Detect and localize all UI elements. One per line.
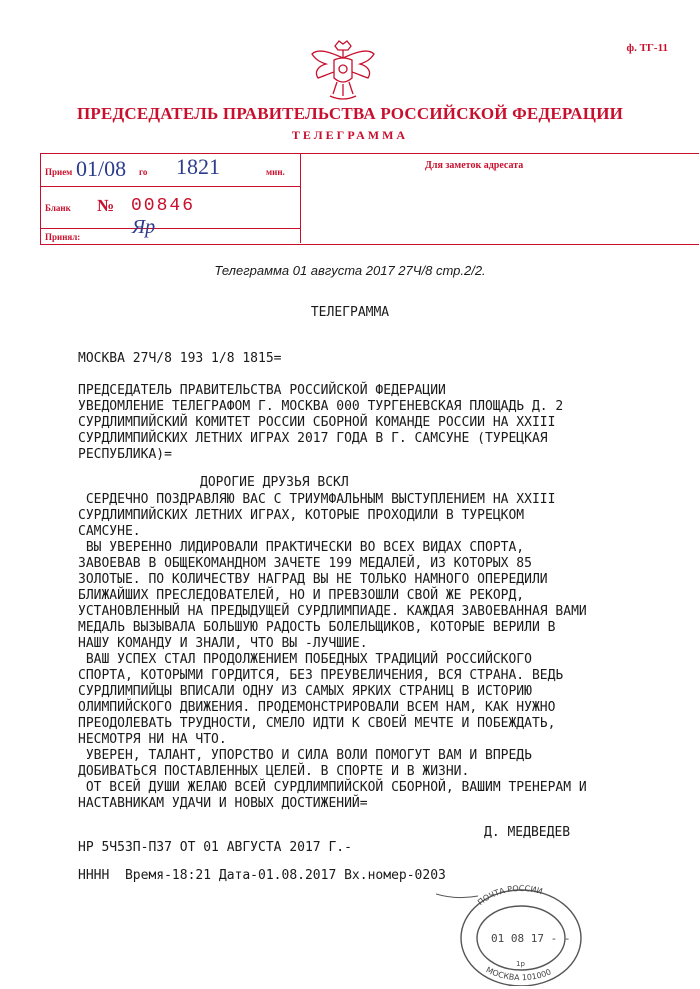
body-line: СПОРТА, КОТОРЫМИ ГОРДИТСЯ, БЕЗ ПРЕУВЕЛИЧЕНИЯ, ВСЯ СТРАНА. ВЕДЬ	[78, 668, 564, 683]
accepted-label: Принял:	[45, 232, 81, 242]
body-line: НАСТАВНИКАМ УДАЧИ И НОВЫХ ДОСТИЖЕНИЙ=	[78, 796, 368, 811]
body-line: ОТ ВСЕЙ ДУШИ ЖЕЛАЮ ВСЕЙ СУРДЛИМПИЙСКОЙ СБОРНОЙ, ВАШИМ ТРЕНЕРАМ И	[78, 780, 587, 795]
received-handwriting: 01/08	[76, 156, 127, 181]
address-block	[78, 383, 563, 463]
form-code: ф. ТГ-11	[626, 42, 668, 54]
address-line: СУРДЛИМПИЙСКИХ ЛЕТНИХ ИГРАХ 2017 ГОДА В Г. САМСУНЕ (ТУРЕЦКАЯ	[78, 431, 548, 446]
form-line	[40, 228, 300, 229]
body-line: БЛИЖАЙШИХ ПРЕСЛЕДОВАТЕЛЕЙ, НО И ПРЕВЗОШЛИ СВОЙ ЖЕ РЕКОРД,	[78, 588, 525, 603]
address-line: ПРЕДСЕДАТЕЛЬ ПРАВИТЕЛЬСТВА РОССИЙСКОЙ ФЕДЕРАЦИИ	[78, 383, 446, 398]
blank-label: Бланк	[45, 203, 71, 213]
body-line: НАШУ КОМАНДУ И ЗНАЛИ, ЧТО ВЫ -ЛУЧШИЕ.	[78, 636, 368, 651]
reference-number: НР 5Ч53П-П37 ОТ 01 АВГУСТА 2017 Г.-	[78, 840, 352, 855]
body-line: ОЛИМПИЙСКОГО ДВИЖЕНИЯ. ПРОДЕМОНСТРИРОВАЛИ ВСЕМ НАМ, КАК НУЖНО	[78, 700, 556, 715]
body-line: СУРДЛИМПИЙЦЫ ВПИСАЛИ ОДНУ ИЗ САМЫХ ЯРКИХ СТРАНИЦ В ИСТОРИЮ	[78, 684, 532, 699]
body-line: НЕСМОТРЯ НИ НА ЧТО.	[78, 732, 227, 747]
route-line: МОСКВА 27Ч/8 193 1/8 1815=	[78, 351, 282, 366]
coat-of-arms-icon	[308, 38, 378, 104]
stamp-mid: 1р	[516, 960, 525, 968]
body-line: СЕРДЕЧНО ПОЗДРАВЛЯЮ ВАС С ТРИУМФАЛЬНЫМ ВЫСТУПЛЕНИЕМ НА XXIII	[78, 492, 556, 507]
form-line	[40, 186, 300, 187]
footer-line: НННН Время-18:21 Дата-01.08.2017 Вх.номер-0203	[78, 868, 446, 883]
notes-label: Для заметок адресата	[425, 160, 524, 171]
body-line: ДОБИВАТЬСЯ ПОСТАВЛЕННЫХ ЦЕЛЕЙ. В СПОРТЕ И В ЖИЗНИ.	[78, 764, 470, 779]
greeting: ДОРОГИЕ ДРУЗЬЯ ВСКЛ	[200, 475, 349, 490]
signature: Д. МЕДВЕДЕВ	[484, 825, 571, 840]
go-label: го	[139, 167, 148, 177]
body-line: ВЫ УВЕРЕННО ЛИДИРОВАЛИ ПРАКТИЧЕСКИ ВО ВСЕХ ВИДАХ СПОРТА,	[78, 540, 525, 555]
stamp-date: 01 08 17 - -	[491, 932, 571, 945]
body-line: ПРЕОДОЛЕВАТЬ ТРУДНОСТИ, СМЕЛО ИДТИ К СВОЕЙ МЕЧТЕ И ПОБЕЖДАТЬ,	[78, 716, 556, 731]
postal-stamp	[436, 876, 596, 986]
body-line: ЗОЛОТЫЕ. ПО КОЛИЧЕСТВУ НАГРАД ВЫ НЕ ТОЛЬКО НАМНОГО ОПЕРЕДИЛИ	[78, 572, 548, 587]
body-text	[78, 492, 587, 812]
body-line: САМСУНЕ.	[78, 524, 141, 539]
body-line: ВАШ УСПЕХ СТАЛ ПРОДОЛЖЕНИЕМ ПОБЕДНЫХ ТРАДИЦИЙ РОССИЙСКОГО	[78, 652, 532, 667]
received-label: Прием	[45, 167, 73, 177]
body-line: ЗАВОЕВАВ В ОБЩЕКОМАНДНОМ ЗАЧЕТЕ 199 МЕДАЛЕЙ, ИЗ КОТОРЫХ 85	[78, 556, 532, 571]
telegram-reference: Телеграмма 01 августа 2017 27Ч/8 стр.2/2.	[214, 263, 486, 278]
page-title: ПРЕДСЕДАТЕЛЬ ПРАВИТЕЛЬСТВА РОССИЙСКОЙ ФЕДЕРАЦИИ	[76, 104, 624, 123]
document-title: ТЕЛЕГРАММА	[310, 305, 390, 320]
body-line: УВЕРЕН, ТАЛАНТ, УПОРСТВО И СИЛА ВОЛИ ПОМОГУТ ВАМ И ВПРЕДЬ	[78, 748, 532, 763]
page-subtitle: ТЕЛЕГРАММА	[291, 128, 409, 142]
number-sign: №	[97, 196, 115, 215]
stamp-top-text: ПОЧТА РОССИИ	[476, 883, 544, 908]
time-handwriting: 1821	[176, 154, 220, 179]
accepted-handwriting: Яр	[132, 216, 156, 238]
address-line: УВЕДОМЛЕНИЕ ТЕЛЕГРАФОМ Г. МОСКВА 000 ТУРГЕНЕВСКАЯ ПЛОЩАДЬ Д. 2	[78, 399, 564, 414]
min-label: мин.	[266, 167, 285, 177]
form-divider	[300, 153, 301, 243]
body-line: УСТАНОВЛЕННЫЙ НА ПРЕДЫДУЩЕЙ СУРДЛИМПИАДЕ. КАЖДАЯ ЗАВОЕВАННАЯ ВАМИ	[78, 604, 587, 619]
body-line: МЕДАЛЬ ВЫЗЫВАЛА БОЛЬШУЮ РАДОСТЬ БОЛЕЛЬЩИКОВ, КОТОРЫЕ ВЕРИЛИ В	[78, 620, 556, 635]
stamp-bottom-text: МОСКВА 101000	[484, 965, 553, 983]
address-line: РЕСПУБЛИКА)=	[78, 447, 172, 462]
address-line: СУРДЛИМПИЙСКИЙ КОМИТЕТ РОССИИ СБОРНОЙ КОМАНДЕ РОССИИ НА XXIII	[78, 415, 556, 430]
body-line: СУРДЛИМПИЙСКИХ ЛЕТНИХ ИГРАХ, КОТОРЫЕ ПРОХОДИЛИ В ТУРЕЦКОМ	[78, 508, 525, 523]
blank-number: 00846	[131, 196, 196, 216]
